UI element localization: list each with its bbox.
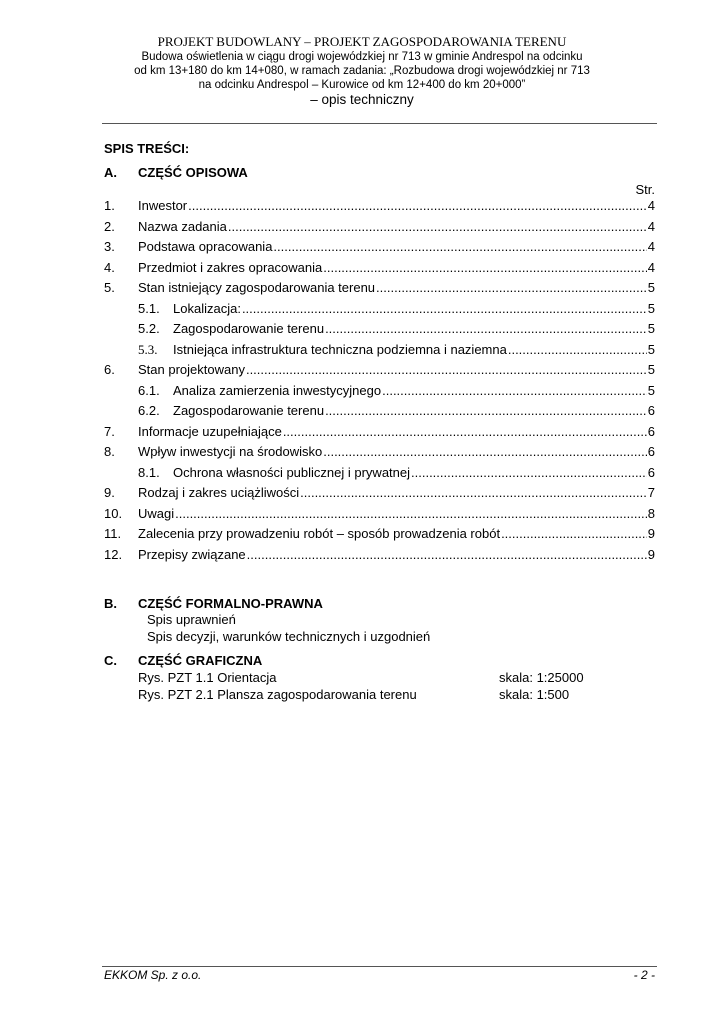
toc-entry bbox=[138, 198, 655, 214]
toc-entry bbox=[138, 506, 655, 522]
toc-entry bbox=[138, 403, 655, 419]
toc-entry bbox=[138, 342, 655, 358]
toc-leader-dots bbox=[501, 526, 647, 542]
toc-row bbox=[0, 506, 724, 527]
section-a-title: CZĘŚĆ OPISOWA bbox=[138, 165, 248, 180]
toc-entry bbox=[138, 239, 655, 255]
toc-page-number: 5 bbox=[647, 362, 655, 377]
toc-leader-dots bbox=[325, 321, 647, 337]
section-c-title: CZĘŚĆ GRAFICZNA bbox=[138, 653, 263, 668]
toc-title: Analiza zamierzenia inwestycyjnego bbox=[173, 382, 382, 398]
toc-title: Rodzaj i zakres uciążliwości bbox=[138, 485, 300, 500]
toc-number: 9. bbox=[104, 485, 115, 500]
project-description-line-2: od km 13+180 do km 14+080, w ramach zadania: „Rozbudowa drogi wojewódzkiej nr 713 bbox=[134, 65, 590, 77]
toc-subsection-number: 6.1. bbox=[138, 382, 160, 398]
toc-row bbox=[0, 198, 724, 219]
toc-number: 3. bbox=[104, 239, 115, 254]
toc-leader-dots bbox=[247, 547, 647, 563]
project-description-line-3: na odcinku Andrespol – Kurowice od km 12+400 do km 20+000” bbox=[198, 79, 526, 91]
toc-page-number: 4 bbox=[647, 259, 655, 275]
toc-leader-dots bbox=[323, 444, 647, 460]
toc-page-number: 9 bbox=[647, 526, 655, 541]
toc-title: Przepisy związane bbox=[138, 546, 246, 562]
section-b-title: CZĘŚĆ FORMALNO-PRAWNA bbox=[138, 596, 323, 611]
toc-leader-dots bbox=[300, 485, 647, 501]
toc-title: Zalecenia przy prowadzeniu robót – sposób prowadzenia robót bbox=[138, 526, 501, 541]
footer-divider bbox=[102, 966, 657, 967]
toc-number: 11. bbox=[104, 526, 122, 541]
toc-leader-dots bbox=[508, 342, 647, 358]
toc-subsection-number: 8.1. bbox=[138, 464, 160, 480]
drawing-name: Rys. PZT 2.1 Plansza zagospodarowania terenu bbox=[138, 687, 417, 702]
toc-page-number: 6 bbox=[647, 423, 655, 439]
toc-leader-dots bbox=[376, 280, 647, 296]
toc-title: Zagospodarowanie terenu bbox=[173, 403, 325, 418]
toc-entry bbox=[138, 465, 655, 481]
project-description-line-1: Budowa oświetlenia w ciągu drogi wojewódzkiej nr 713 w gminie Andrespol na odcinku bbox=[141, 51, 583, 63]
toc-title: Wpływ inwestycji na środowisko bbox=[138, 444, 323, 459]
toc-row bbox=[0, 362, 724, 383]
toc-number: 7. bbox=[104, 423, 115, 439]
toc-entry bbox=[138, 444, 655, 460]
toc-leader-dots bbox=[273, 239, 646, 255]
drawing-scale: skala: 1:25000 bbox=[499, 670, 584, 685]
toc-leader-dots bbox=[228, 219, 647, 235]
toc-page-number: 4 bbox=[647, 218, 655, 234]
toc-page-number: 6 bbox=[647, 444, 655, 459]
toc-row bbox=[0, 321, 724, 342]
toc-number: 6. bbox=[104, 362, 115, 377]
toc-row bbox=[0, 239, 724, 260]
toc-leader-dots bbox=[242, 301, 647, 317]
toc-leader-dots bbox=[175, 506, 647, 522]
toc-leader-dots bbox=[283, 424, 647, 440]
toc-row bbox=[0, 260, 724, 281]
toc-row bbox=[0, 342, 724, 363]
toc-entry bbox=[138, 424, 655, 440]
toc-entry bbox=[138, 280, 655, 296]
toc-leader-dots bbox=[188, 198, 647, 214]
toc-page-number: 5 bbox=[647, 300, 655, 316]
toc-entry bbox=[138, 547, 655, 563]
toc-subsection-number: 6.2. bbox=[138, 403, 160, 418]
toc-title: Stan istniejący zagospodarowania terenu bbox=[138, 280, 376, 295]
toc-title: Inwestor bbox=[138, 198, 188, 213]
toc-entry bbox=[138, 362, 655, 378]
toc-row bbox=[0, 485, 724, 506]
section-b-item: Spis decyzji, warunków technicznych i uzgodnień bbox=[147, 629, 431, 644]
toc-title: Ochrona własności publicznej i prywatnej bbox=[173, 464, 411, 480]
toc-title: Lokalizacja: bbox=[173, 300, 241, 316]
footer-page-number: - 2 - bbox=[633, 968, 655, 982]
toc-title: Informacje uzupełniające bbox=[138, 423, 282, 439]
toc-row bbox=[0, 219, 724, 240]
toc-row bbox=[0, 301, 724, 322]
toc-entry bbox=[138, 260, 655, 276]
drawing-scale: skala: 1:500 bbox=[499, 687, 570, 702]
toc-title: Nazwa zadania bbox=[138, 218, 227, 234]
toc-leader-dots bbox=[325, 403, 647, 419]
toc-row bbox=[0, 526, 724, 547]
toc-number: 8. bbox=[104, 444, 115, 459]
toc-row bbox=[0, 465, 724, 486]
drawing-name: Rys. PZT 1.1 Orientacja bbox=[138, 670, 277, 685]
toc-number: 4. bbox=[104, 259, 115, 275]
toc-title: Podstawa opracowania bbox=[138, 239, 273, 254]
toc-row bbox=[0, 547, 724, 568]
toc-entry bbox=[138, 219, 655, 235]
toc-page-number: 4 bbox=[647, 239, 655, 254]
footer-company: EKKOM Sp. z o.o. bbox=[104, 968, 202, 982]
toc-subsection-number: 5.1. bbox=[138, 300, 160, 316]
toc-entry bbox=[138, 383, 655, 399]
toc-title: Stan projektowany bbox=[138, 362, 245, 377]
toc-row bbox=[0, 403, 724, 424]
toc-entry bbox=[138, 301, 655, 317]
toc-page-number: 6 bbox=[647, 403, 655, 418]
toc-page-number: 8 bbox=[647, 505, 655, 521]
toc-page-number: 4 bbox=[647, 198, 655, 213]
toc-row bbox=[0, 424, 724, 445]
toc-page-number: 6 bbox=[647, 464, 655, 480]
toc-subsection-number: 5.3. bbox=[138, 341, 158, 357]
document-title: PROJEKT BUDOWLANY – PROJEKT ZAGOSPODAROWANIA TERENU bbox=[157, 34, 567, 49]
section-b-letter: B. bbox=[104, 596, 117, 611]
toc-title: Przedmiot i zakres opracowania bbox=[138, 259, 323, 275]
toc-entry bbox=[138, 321, 655, 337]
toc-heading: SPIS TREŚCI: bbox=[104, 141, 190, 156]
toc-page-number: 5 bbox=[647, 341, 655, 357]
toc-row bbox=[0, 444, 724, 465]
toc-page-number: 5 bbox=[647, 382, 655, 398]
toc-leader-dots bbox=[382, 383, 647, 399]
toc-title: Istniejąca infrastruktura techniczna podziemna i naziemna bbox=[173, 341, 507, 357]
toc-page-number: 7 bbox=[647, 485, 655, 500]
section-c-letter: C. bbox=[104, 653, 117, 668]
toc-row bbox=[0, 280, 724, 301]
toc-number: 5. bbox=[104, 280, 115, 295]
section-b-item: Spis uprawnień bbox=[147, 612, 236, 627]
toc-page-number: 9 bbox=[647, 546, 655, 562]
toc-number: 12. bbox=[104, 546, 123, 562]
section-b-items bbox=[147, 611, 430, 645]
toc-leader-dots bbox=[246, 362, 647, 378]
toc-title: Uwagi bbox=[138, 505, 175, 521]
toc-title: Zagospodarowanie terenu bbox=[173, 321, 325, 336]
toc-page-number: 5 bbox=[647, 280, 655, 295]
toc-number: 10. bbox=[104, 505, 123, 521]
toc-entry bbox=[138, 526, 655, 542]
header-divider bbox=[102, 123, 657, 124]
toc-entry bbox=[138, 485, 655, 501]
toc-page-number: 5 bbox=[647, 321, 655, 336]
toc-subsection-number: 5.2. bbox=[138, 321, 160, 336]
page-column-label: Str. bbox=[635, 182, 655, 197]
toc-leader-dots bbox=[323, 260, 647, 276]
toc-leader-dots bbox=[411, 465, 647, 481]
toc-row bbox=[0, 383, 724, 404]
toc-number: 1. bbox=[104, 198, 115, 213]
toc-number: 2. bbox=[104, 218, 115, 234]
document-subtitle: – opis techniczny bbox=[310, 92, 414, 107]
section-a-letter: A. bbox=[104, 165, 117, 180]
